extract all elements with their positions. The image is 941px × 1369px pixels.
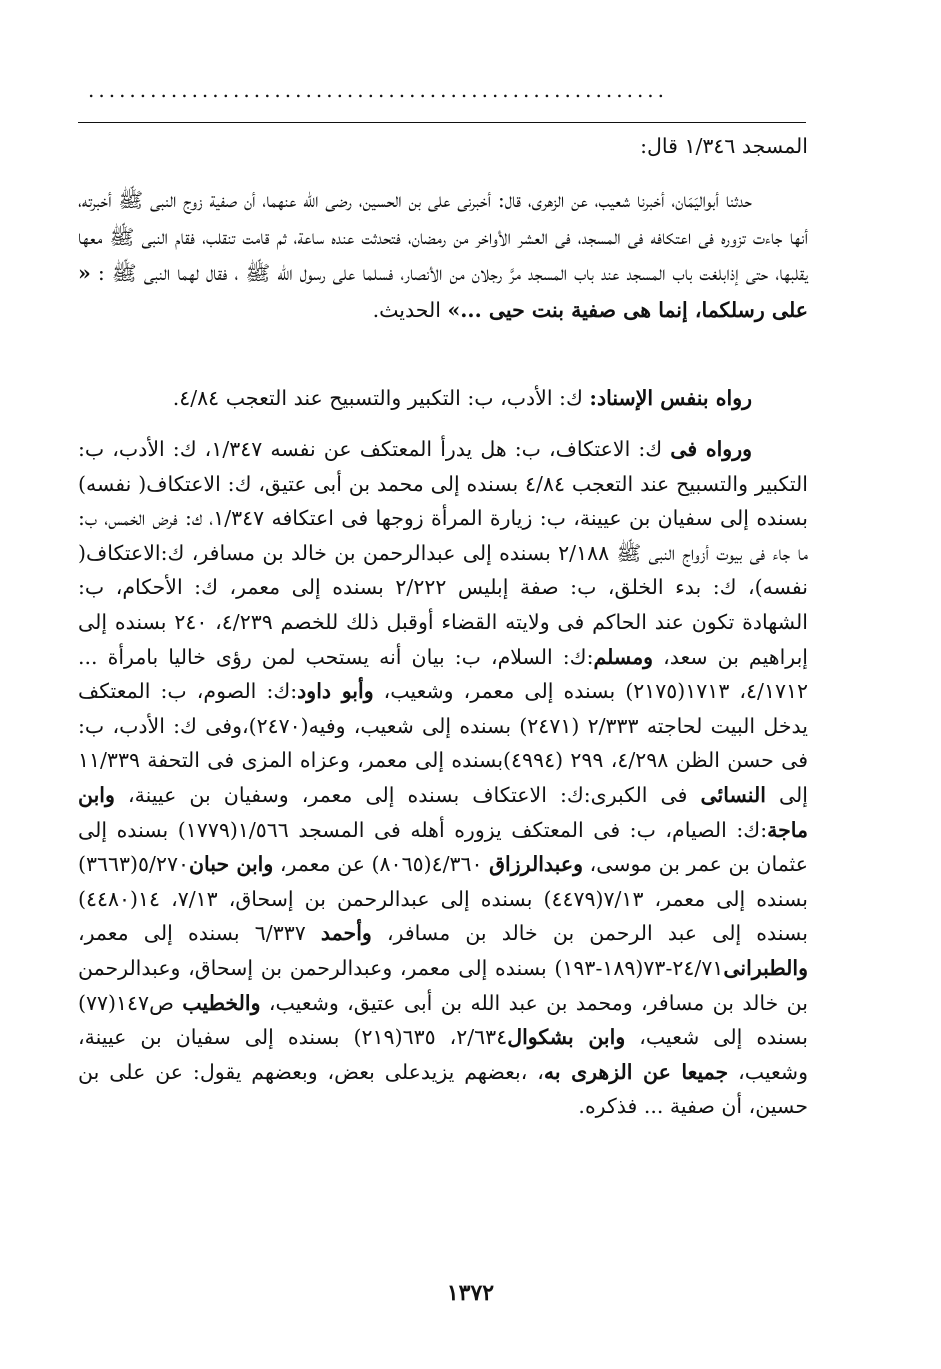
source-ibn-bashkuwal: وابن بشكوال — [507, 1025, 626, 1050]
takhrij-segment: فى الكبرى:ك: الاعتكاف بسنده إلى معمر، وسفيان بن عيينة، — [114, 782, 701, 807]
dotted-separator: ........................................................ — [88, 78, 669, 98]
source-tabarani: والطبرانى — [723, 955, 808, 980]
source-all-from-zuhri: جميعا عن الزهرى به — [543, 1059, 729, 1084]
takhrij-segment: ٤/٣٦٠(٨٠٦٥) عن معمر، — [273, 852, 490, 877]
source-khatib: والخطيب — [182, 990, 261, 1015]
takhrij-segment: ٥/٢٧٠(٣٦٦٣) بسنده إلى معمر، ٧/١٣(٤٤٧٩) بسنده إلى عبدالرحمن بن إسحاق، ٧/١٣، ١٤(٤٤٨٠) بسنده إلى عبد الرحمن بن خالد بن مسافر، — [78, 852, 808, 946]
hadith-text: حدثنا أبواليَمَان، أخبرنا شعيب، عن الزهرى، قال: أخبرنى على بن الحسين، رضى الله عنهما، أن صفية زوج النبى ﷺ أخبرته، أنها جاءت تزوره فى اعتكافه فى المسجد، فى العشر الأواخر من رمضان، فتحدثت عنده ساعة، ثم قامت تنقلب، فقام النبى ﷺ معها يقلبها، حتى إذابلغت باب المسجد عند باب المسجد مرَّ رجلان من الأنصار، فسلما على رسول الله ﷺ ، فقال لهما النبى ﷺ : — [78, 188, 808, 285]
same-isnad-text: ك: الأدب، ب: التكبير والتسبيح عند التعجب ٤/٨٤. — [172, 386, 583, 410]
source-ibn-hibban: وابن حبان — [189, 852, 274, 877]
hadith-paragraph — [78, 182, 808, 328]
takhrij-segment: ص١٤٧(٧٧) بسنده إلى شعيب، — [78, 990, 808, 1050]
heading-text: المسجد ١/٣٤٦ قال: — [640, 134, 808, 158]
horizontal-rule — [78, 122, 806, 123]
takhrij-segment: ٦/٣٣٧ بسنده إلى معمر، — [78, 921, 321, 946]
takhrij-segment: :ك: الصيام، ب: فى المعتكف يزوره أهله فى المسجد ١/٥٦٦(١٧٧٩) بسنده إلى عثمان بن عمر بن موسى، — [78, 817, 808, 877]
page-number: ١٣٧٢ — [446, 1280, 495, 1306]
source-muslim: ومسلم — [593, 644, 654, 669]
source-ahmad: وأحمد — [320, 921, 372, 946]
takhrij-lead: ورواه فى — [670, 437, 752, 461]
takhrij-segment: :ك: الصوم، ب: المعتكف يدخل البيت لحاجته ٢/٣٣٣ (٢٤٧١) بسنده إلى شعيب، وفيه(٢٤٧٠)،وفى ك: الأدب، ب: فى حسن الظن ٤/٢٩٨، ٢٩٩ (٤٩٩٤)بسنده إلى معمر، وعزاه المزى فى التحفة ١١/٣٣٩ إلى — [78, 679, 809, 807]
takhrij-segment: ٢٤/٧١-٧٣(١٨٩-١٩٣) بسنده إلى معمر، وعبدالرحمن بن إسحاق، وعبدالرحمن بن خالد بن مسافر، ومحمد بن عبد الله بن أبى عتيق، وشعيب، — [78, 955, 808, 1015]
takhrij-segment: ٢/٦٣٤، ٦٣٥(٢١٩) بسنده إلى سفيان بن عيينة، وشعيب، — [78, 1025, 808, 1084]
source-nasai: النسائى — [700, 782, 766, 807]
same-isnad-paragraph — [78, 380, 808, 417]
takhrij-segment: :ك: السلام، ب: بيان أنه يستحب لمن رؤى خاليا بامرأة ... ٤/١٧١٢، ١٧١٣(٢١٧٥) بسنده إلى معمر، وشعيب، — [78, 644, 808, 704]
takhrij-segment: ، ،بعضهم يزيدعلى بعض، وبعضهم يقول: عن على بن حسين، أن صفية ... فذكره. — [78, 1059, 808, 1119]
source-ibn-majah: وابن ماجة — [78, 782, 808, 842]
source-abu-dawud: وأبو داود — [297, 679, 374, 704]
hadith-quote: « على رسلكما، إنما هى صفية بنت حيى ...» — [78, 261, 808, 322]
takhrij-paragraph — [78, 432, 808, 1124]
same-isnad-lead: رواه بنفس الإسناد: — [589, 386, 752, 410]
hadith-tail: الحديث. — [372, 297, 441, 322]
source-abd-al-razzaq: وعبدالرزاق — [489, 852, 583, 877]
takhrij-segment: ك: الاعتكاف، ب: هل يدرأ المعتكف عن نفسه ١/٣٤٧، ك: الأدب، ب: التكبير والتسبيح عند التعجب ٤/٨٤ بسنده إلى محمد بن أبى عتيق، ك: الاعتكاف( نفسه) بسنده إلى سفيان بن عيينة، ب: زيارة المرأة زوجها فى اعتكافه ١/٣٤٧، ك: فرض الخمس، ب: ما جاء فى بيوت أزواج النبى ﷺ ٢/١٨٨ بسنده إلى عبدالرحمن بن خالد بن مسافر، ك:الاعتكاف( نفسه)، ك: بدء الخلق، ب: صفة إبليس ٢/٢٢٢ بسنده إلى معمر، ك: الأحكام، ب: الشهادة تكون عند الحاكم فى ولايته القضاء أوقبل ذلك للخصم ٤/٢٣٩، ٢٤٠ بسنده إلى إبراهيم بن سعد، — [78, 437, 808, 669]
section-heading — [78, 128, 808, 165]
